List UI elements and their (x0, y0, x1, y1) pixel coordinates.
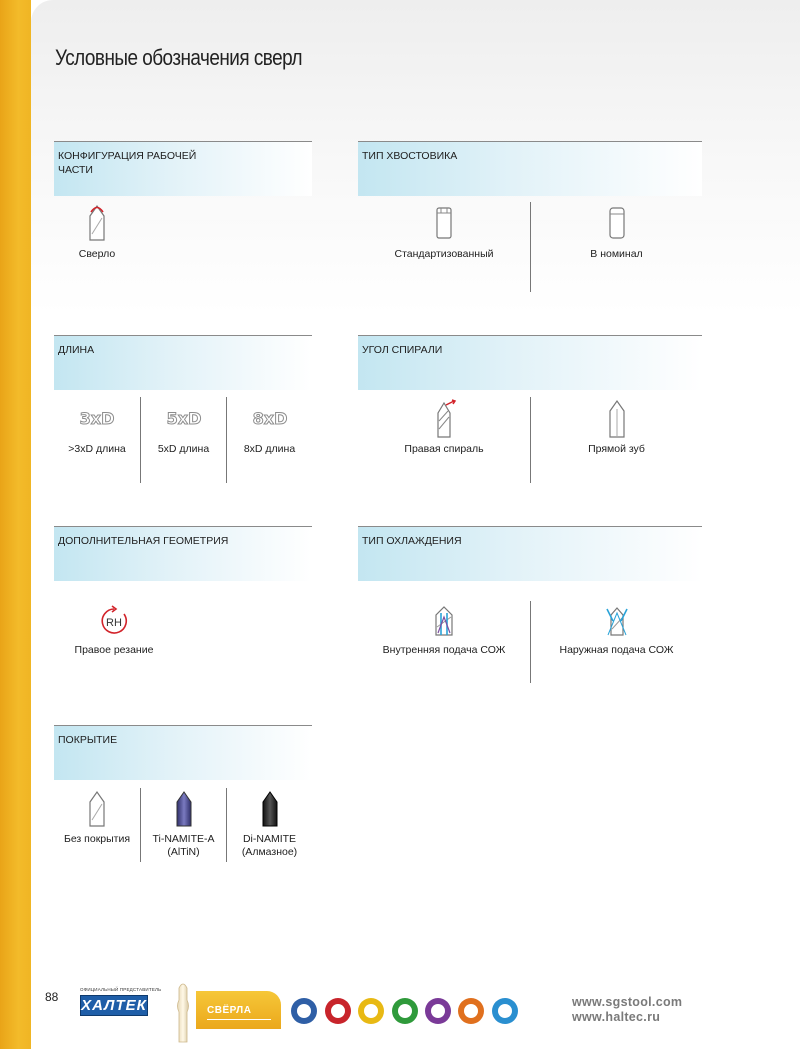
right-hand-cut-icon (98, 605, 130, 637)
section-header-length (54, 335, 312, 390)
symbol-label-line2: (Алмазное) (241, 846, 298, 858)
category-icon-3[interactable] (358, 998, 384, 1024)
category-icon-5[interactable] (425, 998, 451, 1024)
right-helix-icon (430, 399, 458, 439)
category-icon-1[interactable] (291, 998, 317, 1024)
ti-namite-a-icon (173, 790, 195, 828)
length-symbol-text: 8xD (252, 409, 287, 428)
section-title: ДОПОЛНИТЕЛЬНАЯ ГЕОМЕТРИЯ (58, 535, 229, 547)
section-tab-label: СВЁРЛА (207, 1005, 252, 1016)
drill-icon (86, 204, 108, 242)
symbol-cell-uncoated (54, 788, 140, 862)
uncoated-icon (86, 790, 108, 828)
symbol-label: Сверло (78, 248, 116, 260)
symbol-cell-8xd (227, 397, 312, 483)
footer-urls (572, 995, 682, 1025)
symbol-cell-standard-shank (358, 202, 530, 292)
symbol-label: Правое резание (74, 644, 154, 656)
length-symbol-text: 5xD (166, 409, 201, 428)
drill-figure-icon (168, 978, 198, 1044)
rh-symbol-text: RH (106, 617, 122, 629)
section-header-shank (358, 141, 702, 196)
symbol-label-line1: Ti-NAMITE-A (152, 833, 215, 845)
section-title: УГОЛ СПИРАЛИ (362, 344, 443, 356)
symbol-cell-external-coolant (531, 601, 702, 683)
symbol-label: 8xD длина (243, 443, 296, 455)
symbol-label-line1: Di-NAMITE (242, 833, 297, 845)
standard-shank-icon (435, 206, 453, 240)
section-title: ТИП ХВОСТОВИКА (362, 150, 458, 162)
symbol-label: Прямой зуб (588, 443, 645, 455)
length-8xd-icon (242, 405, 298, 429)
external-coolant-icon (604, 605, 630, 637)
url-haltec[interactable]: www.haltec.ru (572, 1010, 661, 1024)
symbol-label-line2: (AlTiN) (167, 846, 200, 858)
section-header-geometry (54, 526, 312, 581)
length-symbol-text: 3xD (79, 409, 115, 428)
symbol-cell-5xd (141, 397, 226, 483)
symbol-label: Наружная подача СОЖ (559, 644, 674, 656)
section-header-configuration (54, 141, 312, 196)
category-icon-6[interactable] (458, 998, 484, 1024)
internal-coolant-icon (432, 605, 456, 637)
symbol-cell-di-namite (227, 788, 312, 862)
nominal-shank-icon (608, 206, 626, 240)
section-title: КОНФИГУРАЦИЯ РАБОЧЕЙ ЧАСТИ (58, 150, 197, 176)
left-accent-bar (0, 0, 31, 1049)
section-title: ДЛИНА (58, 344, 95, 356)
section-title: ТИП ОХЛАЖДЕНИЯ (362, 535, 462, 547)
length-5xd-icon (156, 405, 212, 429)
section-title: ПОКРЫТИЕ (58, 734, 118, 746)
symbol-cell-right-hand-cut (54, 601, 174, 683)
section-header-helix (358, 335, 702, 390)
section-header-cooling (358, 526, 702, 581)
category-icon-7[interactable] (492, 998, 518, 1024)
url-sgstool[interactable]: www.sgstool.com (572, 995, 683, 1009)
page-title: Условные обозначения сверл (55, 45, 302, 70)
category-icon-4[interactable] (392, 998, 418, 1024)
symbol-label: 5xD длина (157, 443, 210, 455)
symbol-cell-right-helix (358, 397, 530, 483)
symbol-label: В номинал (590, 248, 643, 260)
symbol-cell-drill (54, 202, 140, 292)
symbol-label: Правая спираль (404, 443, 484, 455)
section-header-coating (54, 725, 312, 780)
length-3xd-icon (69, 405, 125, 429)
category-icon-2[interactable] (325, 998, 351, 1024)
symbol-cell-nominal-shank (531, 202, 702, 292)
logo-tagline: ОФИЦИАЛЬНЫЙ ПРЕДСТАВИТЕЛЬ (80, 987, 162, 992)
symbol-label: Внутренняя подача СОЖ (382, 644, 506, 656)
symbol-label: Без покрытия (63, 833, 131, 845)
symbol-label: >3xD длина (68, 443, 126, 455)
section-tab-underline (207, 1019, 271, 1020)
symbol-label: Стандартизованный (394, 248, 494, 260)
page-number: 88 (45, 990, 59, 1004)
di-namite-icon (259, 790, 281, 828)
symbol-cell-ti-namite-a (141, 788, 226, 862)
haltec-logo: ХАЛТЕК (81, 997, 147, 1014)
straight-flute-icon (606, 399, 628, 439)
symbol-cell-3xd (54, 397, 140, 483)
symbol-cell-internal-coolant (358, 601, 530, 683)
symbol-cell-straight-flute (531, 397, 702, 483)
